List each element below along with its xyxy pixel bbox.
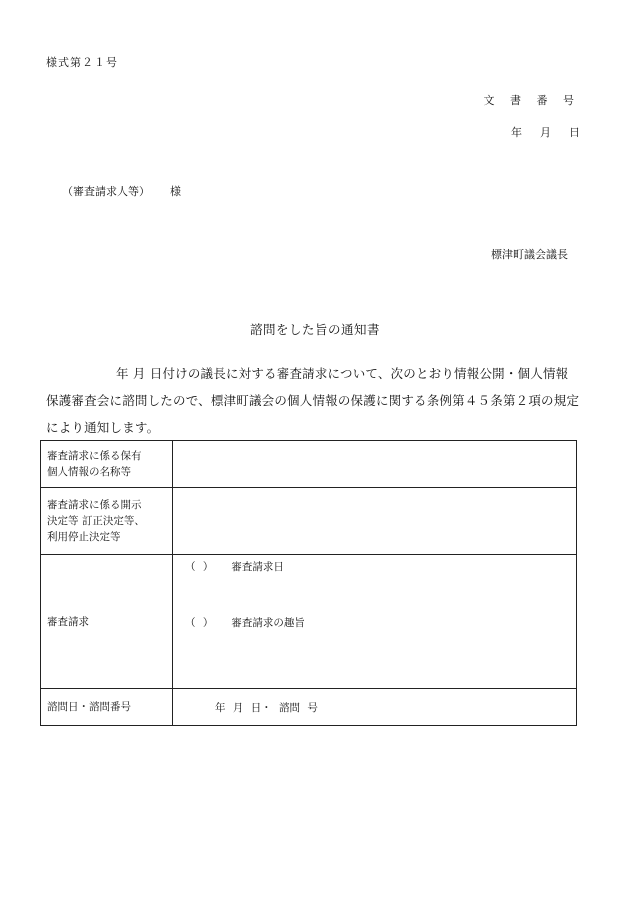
- request-date-paren: （ ）: [185, 561, 216, 573]
- table-row: [41, 689, 577, 726]
- value-retained-info[interactable]: [173, 441, 577, 488]
- label-line: 審査請求に係る開示: [47, 499, 142, 511]
- label-request: 審査請求: [41, 555, 173, 689]
- inquiry-month: 月: [232, 701, 244, 714]
- form-number: 様式第２１号: [46, 56, 118, 69]
- request-date-label: 審査請求日: [231, 561, 284, 573]
- inquiry-label: 諮問: [279, 701, 301, 714]
- table-row: [41, 488, 577, 555]
- body-text: 年 月 日付けの議長に対する審査請求について、次のとおり情報公開・個人情報保護審査会に諮問したので、標津町議会の個人情報の保護に関する条例第４５条第２項の規定により通知します。: [46, 366, 580, 435]
- label-retained-info: [41, 441, 173, 488]
- value-decision[interactable]: [173, 488, 577, 555]
- document-number-label: 文 書 番 号: [483, 94, 580, 107]
- document-date: [511, 124, 580, 140]
- date-day: 日: [569, 126, 580, 139]
- value-request[interactable]: [173, 555, 577, 689]
- label-inquiry: 諮問日・諮問番号: [41, 689, 173, 726]
- label-line: 審査請求に係る保有: [47, 450, 142, 462]
- request-date-line: [185, 559, 284, 574]
- addressee-honorific: 様: [170, 185, 181, 198]
- table-row: [41, 441, 577, 488]
- request-purport-paren: （ ）: [185, 617, 216, 629]
- addressee-name: （審査請求人等）: [62, 185, 150, 198]
- sender: 標津町議会議長: [491, 248, 568, 261]
- label-decision: [41, 488, 173, 555]
- notice-table: [40, 440, 577, 726]
- date-year: 年: [511, 126, 522, 139]
- request-purport-label: 審査請求の趣旨: [231, 617, 305, 629]
- inquiry-line: [185, 700, 576, 715]
- request-purport-line: [185, 615, 305, 630]
- addressee: [62, 183, 181, 199]
- label-line: 決定等 訂正決定等、: [47, 515, 145, 527]
- date-month: 月: [540, 126, 551, 139]
- label-line: 利用停止決定等: [47, 531, 121, 543]
- table-row: [41, 555, 577, 689]
- label-line: 個人情報の名称等: [47, 466, 131, 478]
- document-title: 諮問をした旨の通知書: [249, 322, 380, 337]
- inquiry-day: 日・: [250, 701, 272, 714]
- inquiry-year: 年: [215, 701, 226, 714]
- value-inquiry[interactable]: [173, 689, 577, 726]
- inquiry-number: 号: [307, 701, 318, 714]
